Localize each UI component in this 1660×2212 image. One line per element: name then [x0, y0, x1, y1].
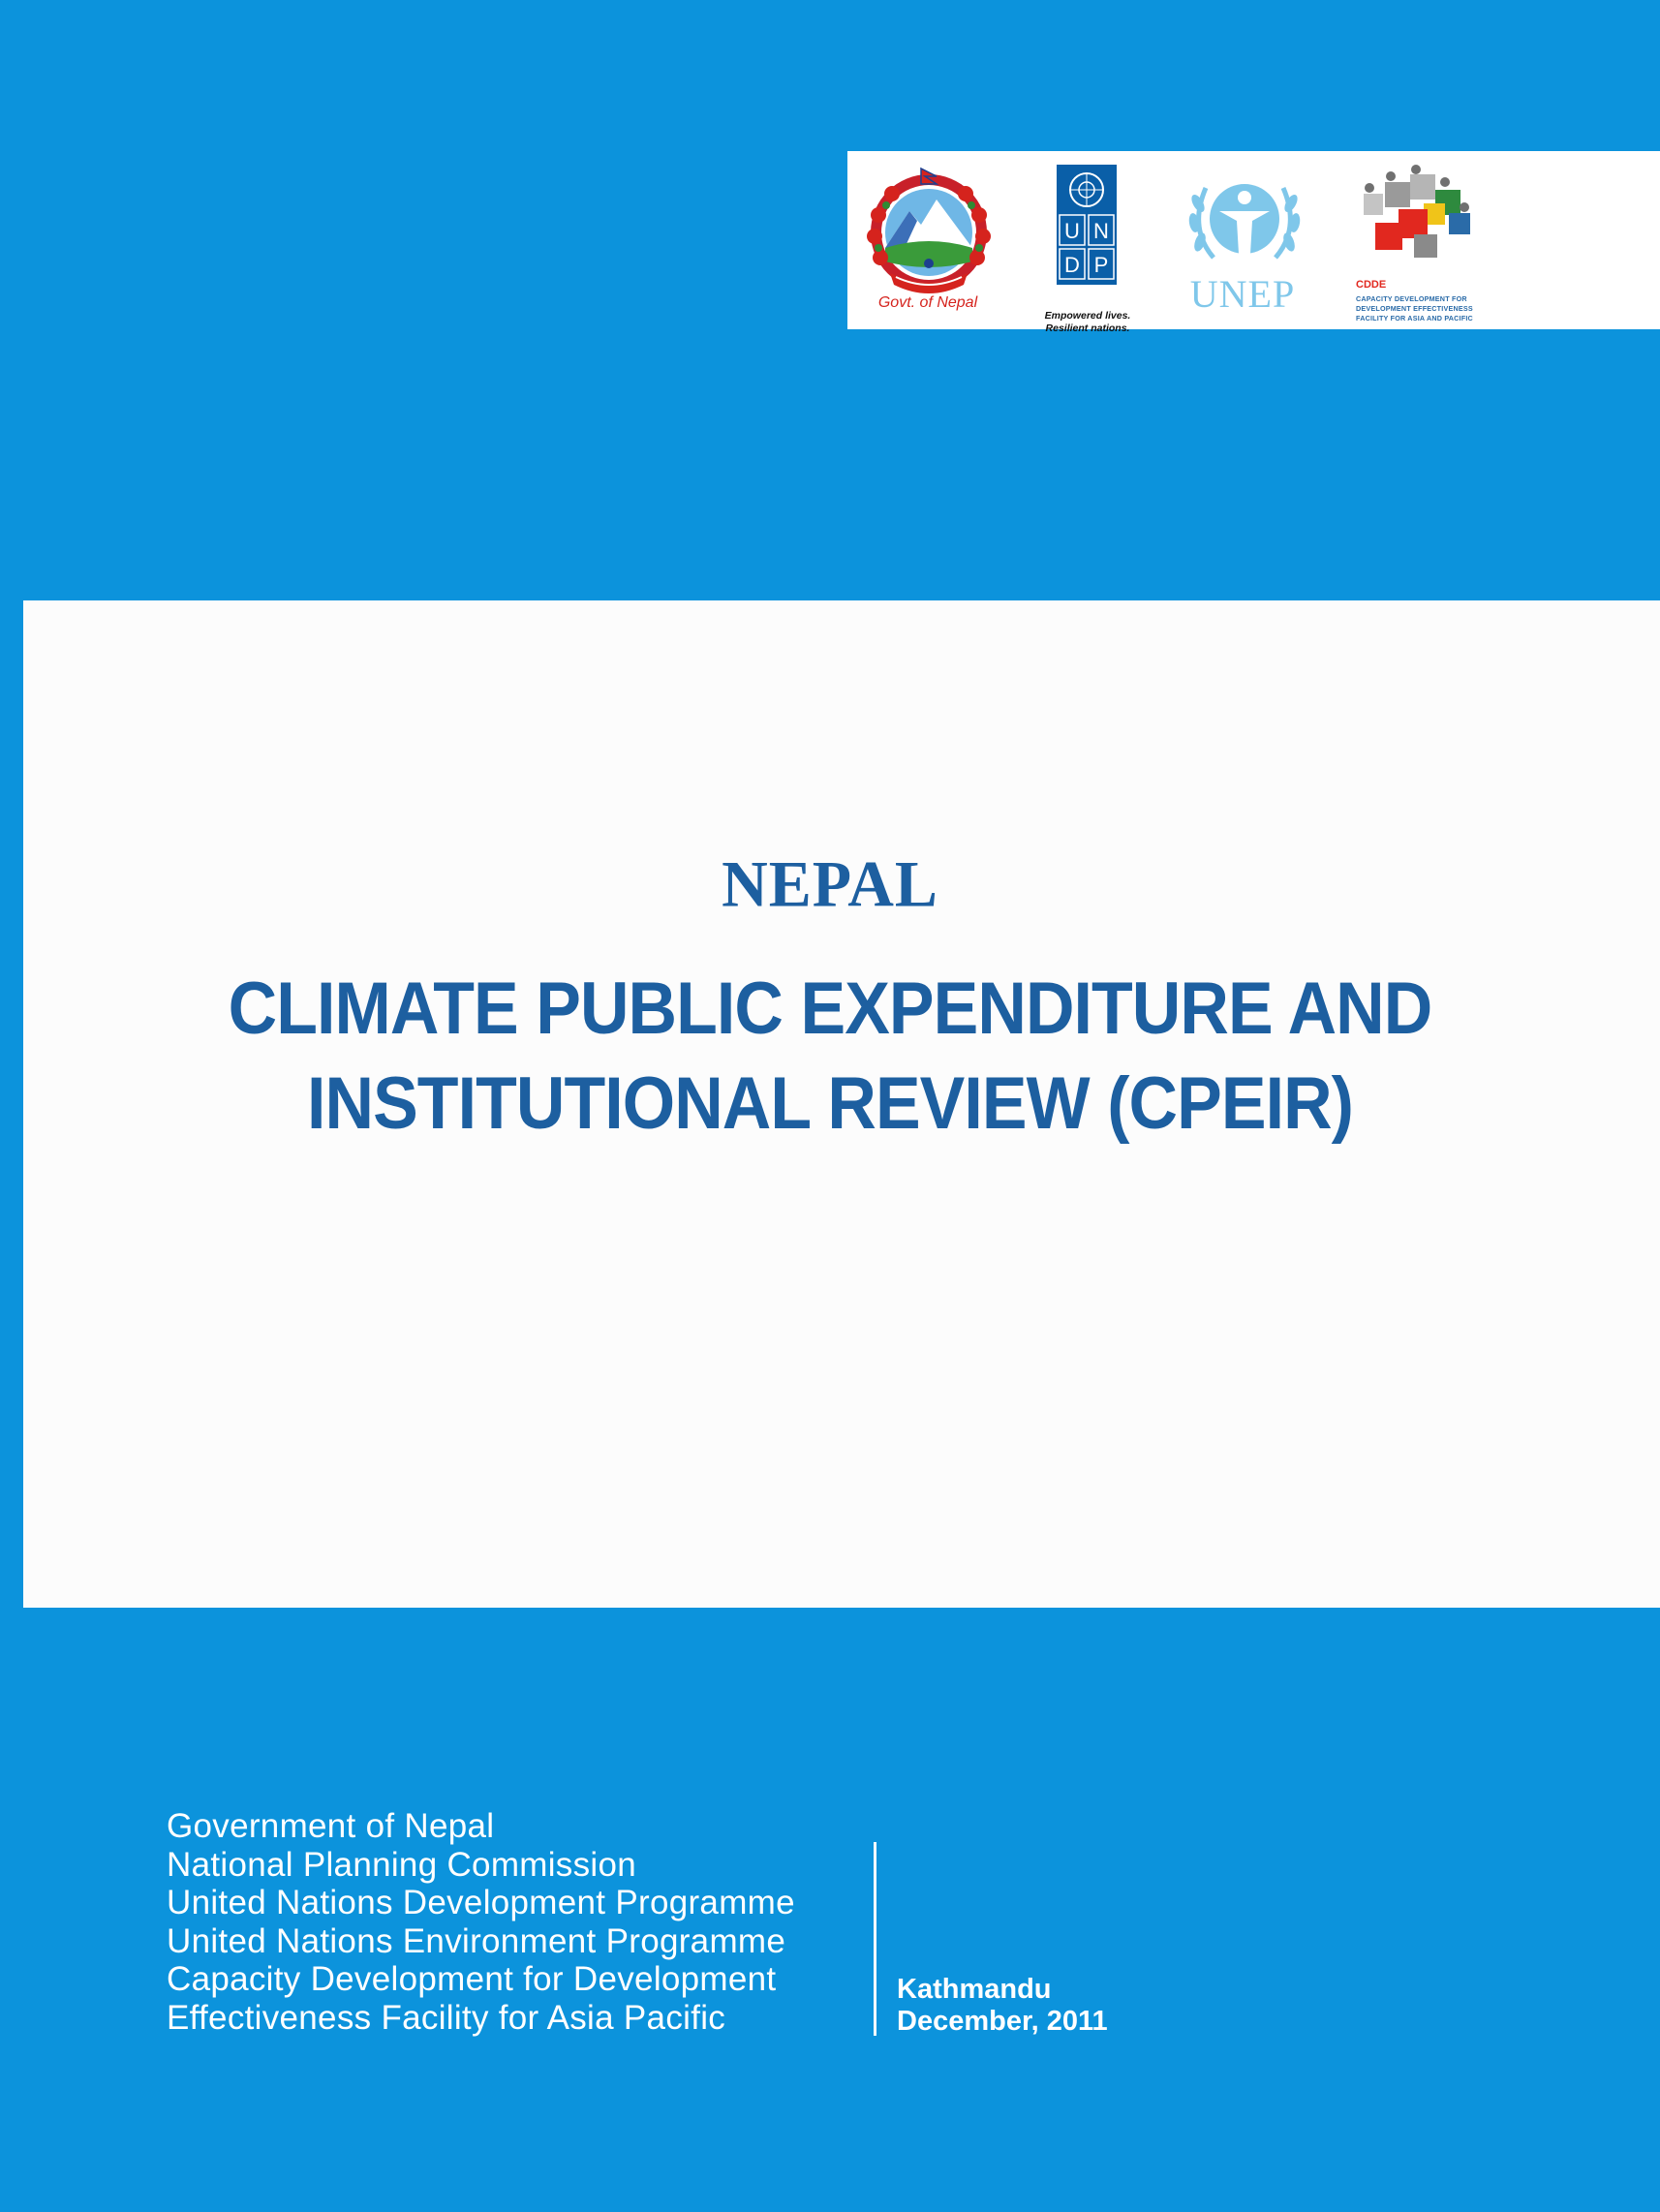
publisher-line: Government of Nepal — [167, 1807, 495, 1845]
publication-place: Kathmandu — [897, 1974, 1052, 2005]
cdde-puzzle-graphic — [1356, 165, 1482, 273]
place-date — [897, 1974, 1108, 2038]
undp-letter-n: N — [1093, 219, 1109, 243]
undp-letter-d: D — [1064, 253, 1080, 277]
cdde-logo-subtitle-3: FACILITY FOR ASIA AND PACIFIC — [1356, 314, 1473, 323]
unep-logo — [1177, 165, 1312, 281]
publisher-line: Capacity Development for Development — [167, 1960, 777, 1998]
logo-strip — [847, 151, 1660, 334]
unep-logo-caption: UNEP — [1189, 272, 1296, 316]
country-heading: NEPAL — [722, 848, 938, 921]
cdde-logo-subtitle-1: CAPACITY DEVELOPMENT FOR — [1356, 294, 1467, 303]
publisher-line: United Nations Development Programme — [167, 1884, 795, 1921]
publisher-line: Effectiveness Facility for Asia Pacific — [167, 1998, 726, 2037]
cdde-logo-title: CDDE — [1356, 279, 1387, 291]
footer-divider — [874, 1842, 876, 2036]
undp-tagline-2: Resilient nations. — [1045, 323, 1130, 334]
cdde-logo-subtitle-2: DEVELOPMENT EFFECTIVENESS — [1356, 304, 1473, 313]
publisher-line: United Nations Environment Programme — [167, 1921, 786, 1960]
nepal-logo-caption: Govt. of Nepal — [877, 294, 978, 311]
publisher-list — [167, 1807, 795, 2037]
report-title-line-1: CLIMATE PUBLIC EXPENDITURE AND — [228, 968, 1432, 1050]
publisher-line: National Planning Commission — [167, 1845, 637, 1884]
undp-logo — [1043, 165, 1131, 334]
undp-logo-graphic — [1057, 165, 1117, 285]
report-title-line-2: INSTITUTIONAL REVIEW (CPEIR) — [306, 1062, 1354, 1145]
undp-tagline-1: Empowered lives. — [1044, 310, 1131, 322]
undp-letter-p: P — [1093, 253, 1109, 277]
cdde-logo — [1356, 165, 1491, 323]
undp-letter-u: U — [1064, 219, 1080, 243]
publication-date: December, 2011 — [897, 2006, 1108, 2037]
